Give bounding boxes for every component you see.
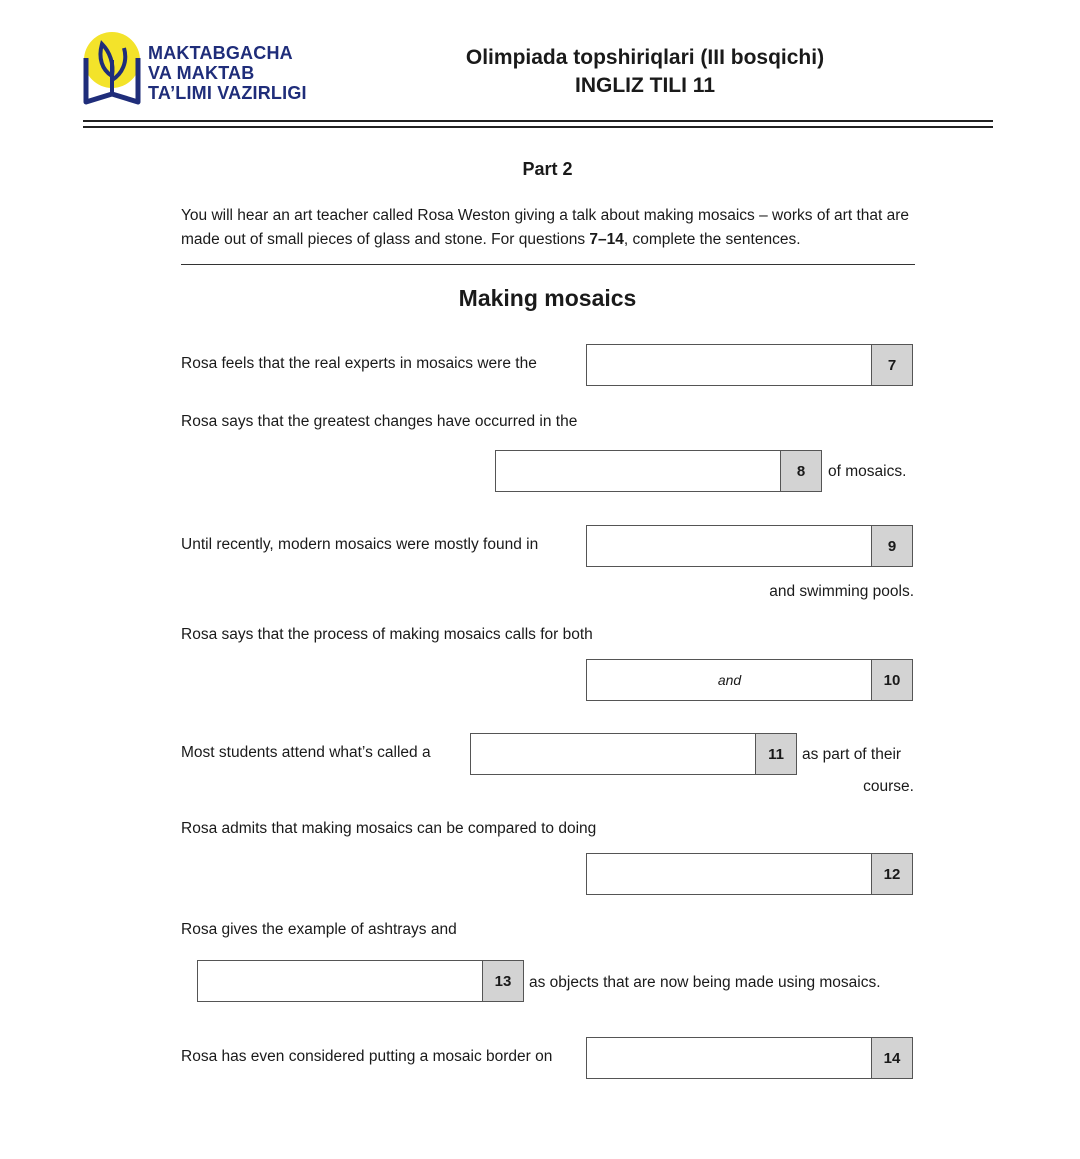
question-12-text: Rosa admits that making mosaics can be compared to doing [181,820,597,837]
answer-input-14[interactable] [587,1038,872,1078]
question-13-text: Rosa gives the example of ashtrays and [181,921,457,938]
answer-input-10[interactable]: and [717,672,742,688]
answer-box-14[interactable] [586,1037,913,1079]
question-11-after-text-2: course. [863,778,914,795]
answer-box-7[interactable] [586,344,913,386]
instructions-divider [181,264,915,265]
question-range: 7–14 [589,231,624,248]
question-8-after-text: of mosaics. [828,463,907,480]
ministry-logo [80,30,330,106]
question-11-after-text: as part of their [802,746,902,763]
answer-number-11: 11 [755,734,796,774]
header-divider [83,120,993,128]
part-heading: Part 2 [522,159,573,179]
question-8-text: Rosa says that the greatest changes have occurred in the [181,413,578,430]
header-title-line-2: INGLIZ TILI 11 [574,74,716,97]
logo-line-1: MAKTABGACHA [148,43,293,63]
answer-input-7[interactable] [587,345,872,385]
question-7-text: Rosa feels that the real experts in mosaics were the [181,355,537,372]
answer-box-10[interactable] [586,659,913,701]
question-10-text: Rosa says that the process of making mosaics calls for both [181,626,593,643]
logo-line-2: VA MAKTAB [148,63,255,83]
answer-input-8[interactable] [496,451,781,491]
instructions-text: You will hear an art teacher called Rosa Weston giving a talk about making mosaics – works of art that are made out of small pieces of glass and stone. For questions [181,207,910,248]
answer-number-12: 12 [871,854,912,894]
answer-input-11[interactable] [471,734,756,774]
header-title [400,44,890,100]
question-9-after-text: and swimming pools. [769,583,914,600]
answer-box-11[interactable] [470,733,797,775]
question-14-text: Rosa has even considered putting a mosaic border on [181,1048,553,1065]
answer-number-13: 13 [482,961,523,1001]
answer-input-12[interactable] [587,854,872,894]
answer-box-8[interactable] [495,450,822,492]
answer-input-9[interactable] [587,526,872,566]
answer-box-12[interactable] [586,853,913,895]
header-title-line-1: Olimpiada topshiriqlari (III bosqichi) [465,46,825,69]
question-9-text: Until recently, modern mosaics were mostly found in [181,536,539,553]
instructions [181,204,921,252]
section-title: Making mosaics [458,285,637,311]
instructions-text-end: , complete the sentences. [623,231,801,248]
answer-number-9: 9 [871,526,912,566]
answer-number-14: 14 [871,1038,912,1078]
book-leaf-logo-icon [80,30,144,106]
answer-input-13[interactable] [198,961,483,1001]
question-11-text: Most students attend what’s called a [181,744,431,761]
answer-number-10: 10 [871,660,912,700]
logo-line-3: TA’LIMI VAZIRLIGI [148,83,307,103]
question-13-after-text: as objects that are now being made using mosaics. [529,974,881,991]
answer-box-9[interactable] [586,525,913,567]
answer-number-8: 8 [780,451,821,491]
answer-box-13[interactable] [197,960,524,1002]
answer-number-7: 7 [871,345,912,385]
